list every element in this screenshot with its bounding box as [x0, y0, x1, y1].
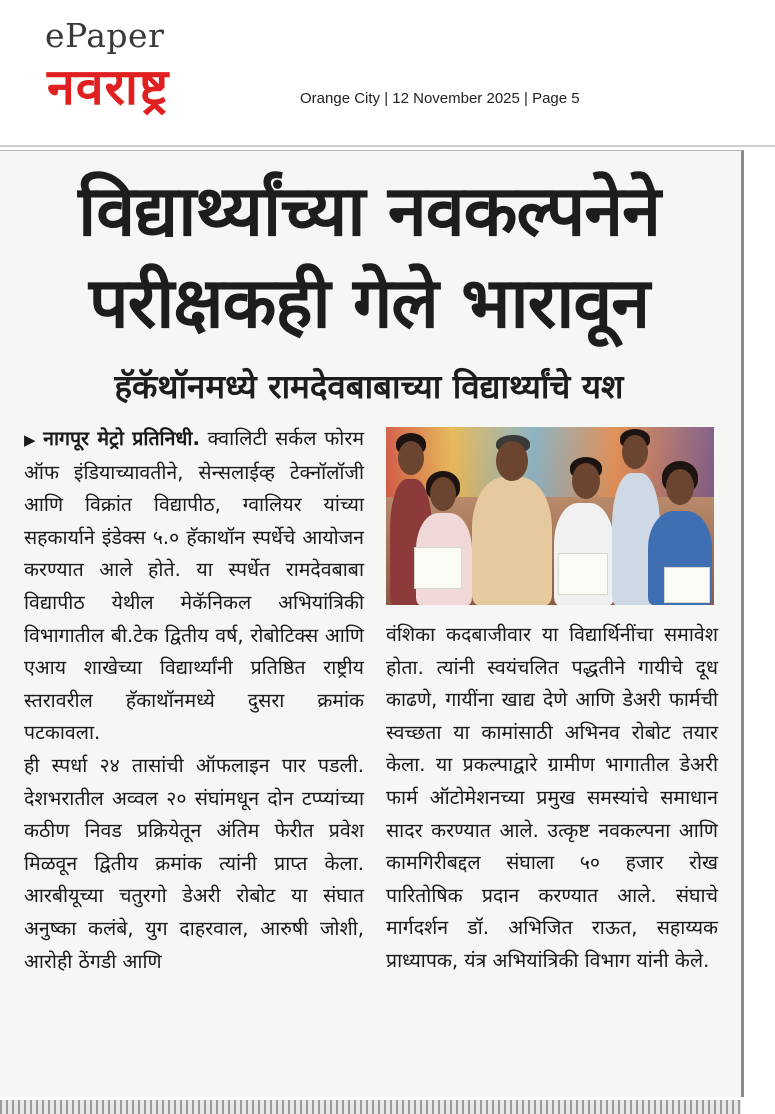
photo-certificate — [664, 567, 710, 603]
photo-face — [572, 463, 600, 499]
article-column-right — [386, 619, 718, 978]
masthead — [0, 0, 775, 146]
headline-line-1: विद्यार्थ्यांच्या नवकल्पनेने — [78, 170, 660, 252]
photo-person — [472, 477, 552, 605]
epaper-label: ePaper — [45, 16, 165, 55]
clipping-bottom-edge — [0, 1100, 741, 1114]
article-headline — [14, 165, 724, 349]
article-column-left — [24, 423, 364, 978]
photo-face — [666, 469, 694, 505]
photo-face — [398, 441, 424, 475]
paragraph-text: क्वालिटी सर्कल फोरम ऑफ इंडियाच्यावतीने, सेन्सलाईव्ह टेक्नॉलॉजी आणि विक्रांत विद्यापीठ, ग्वालियर यांच्या सहकार्याने इंडेक्स ५.० हॅकाथॉन स्पर्धेचे आयोजन करण्यात आले होते. या स्पर्धेत रामदेवबाबा विद्यापीठ येथील मेकॅनिकल अभियांत्रिकी विभागातील बी.टेक द्वितीय वर्ष, रोबोटिक्स आणि एआय शाखेच्या विद्यार्थ्यांनी प्रतिष्ठित राष्ट्रीय स्तरावरील हॅकाथॉनमध्ये दुसरा क्रमांक पटकावला. — [24, 427, 364, 745]
photo-face — [430, 477, 456, 511]
photo-certificate — [558, 553, 608, 595]
photo-certificate — [414, 547, 462, 589]
article-subheadline: हॅकॅथॉनमध्ये रामदेवबाबाच्या विद्यार्थ्यांचे यश — [114, 367, 624, 406]
newspaper-logo[interactable]: नवराष्ट्र — [47, 58, 170, 116]
lead-arrow-icon: ▶ — [24, 431, 38, 449]
article-photo[interactable] — [386, 427, 714, 605]
article-clipping — [0, 150, 744, 1097]
photo-face — [496, 441, 528, 481]
article-paragraph — [24, 423, 364, 750]
headline-line-2: परीक्षकही गेले भारावून — [88, 262, 650, 344]
byline: नागपूर मेट्रो प्रतिनिधी. — [43, 427, 200, 450]
article-paragraph: वंशिका कदबाजीवार या विद्यार्थिनींचा समावेश होता. त्यांनी स्वयंचलित पद्धतीने गायीचे दूध काढणे, गायींना खाद्य देणे आणि डेअरी फार्मची स्वच्छता या कामांसाठी अभिनव रोबोट तयार केला. या प्रकल्पाद्वारे ग्रामीण भागातील डेअरी फार्म ऑटोमेशनच्या प्रमुख समस्यांचे समाधान सादर करण्यात आले. उत्कृष्ट नवकल्पना आणि कामगिरीबद्दल संघाला ५० हजार रोख पारितोषिक प्रदान करण्यात आले. संघाचे मार्गदर्शन डॉ. अभिजित राऊत, सहाय्यक प्राध्यापक, यंत्र अभियांत्रिकी विभाग यांनी केले. — [386, 623, 718, 972]
photo-face — [622, 435, 648, 469]
masthead-divider — [0, 145, 775, 147]
article-paragraph: ही स्पर्धा २४ तासांची ऑफलाइन पार पडली. देशभरातील अव्वल २० संघांमधून दोन टप्प्यांच्या कठीण निवड प्रक्रियेतून अंतिम फेरीत प्रवेश मिळवून द्वितीय क्रमांक त्यांनी प्राप्त केला. आरबीयूच्या चतुरगो डेअरी रोबोट या संघात अनुष्का कलंबे, युग दाहरवाल, आरुषी जोशी, आरोही ठेंगडी आणि — [24, 753, 364, 973]
edition-info: Orange City | 12 November 2025 | Page 5 — [300, 90, 580, 107]
